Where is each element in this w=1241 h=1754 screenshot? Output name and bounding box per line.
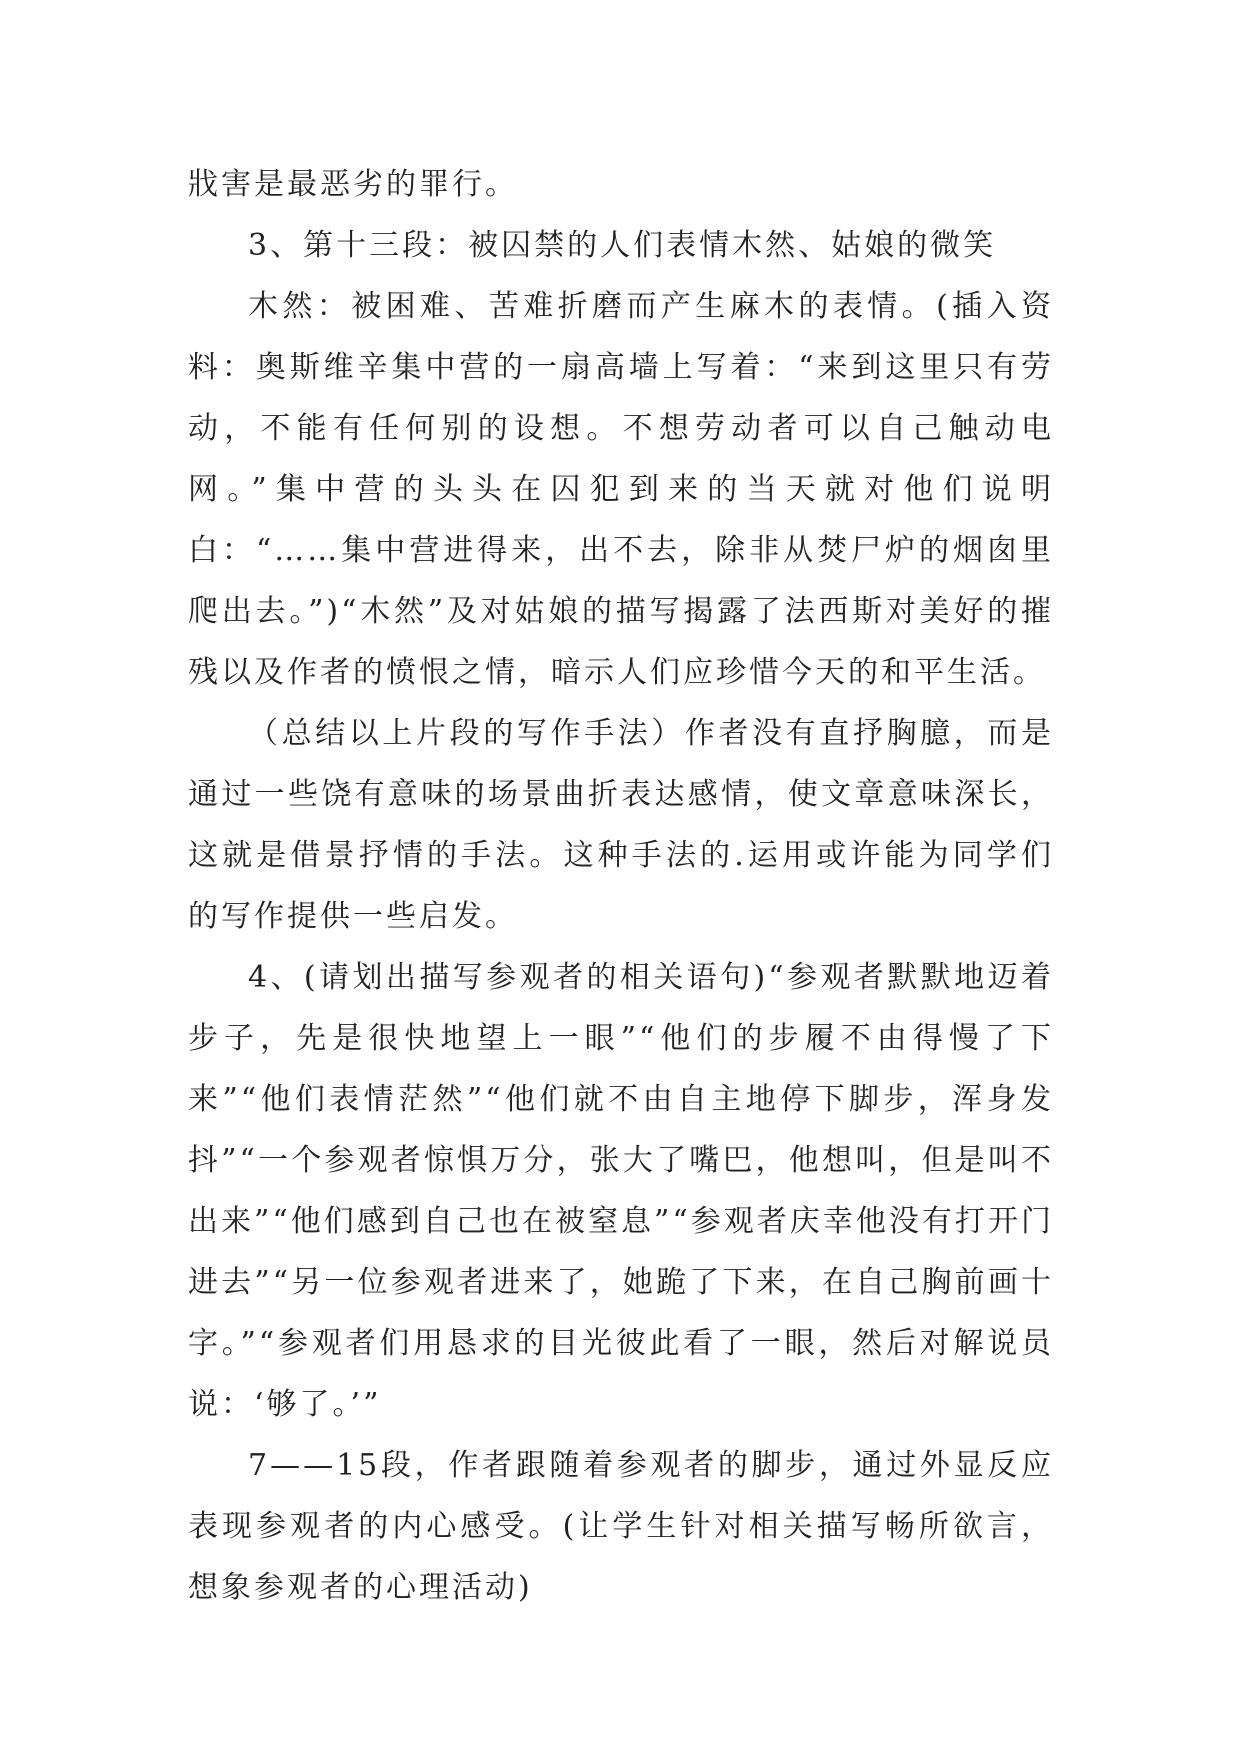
paragraph-5: 4、(请划出描写参观者的相关语句)“参观者默默地迈着步子，先是很快地望上一眼”“他们的步履不由得慢了下来”“他们表情茫然”“他们就不由自主地停下脚步，浑身发抖”“一个参观者惊惧万分，张大了嘴巴，他想叫，但是叫不出来”“他们感到自己也在被窒息”“参观者庆幸他没有打开门进去”“另一位参观者进来了，她跪了下来，在自己胸前画十字。”“参观者们用恳求的目光彼此看了一眼，然后对解说员说：‘够了。’” xyxy=(188,960,1054,1422)
paragraph-3: 木然：被困难、苦难折磨而产生麻木的表情。(插入资料：奥斯维辛集中营的一扇高墙上写着：“来到这里只有劳动，不能有任何别的设想。不想劳动者可以自己触动电网。”集中营的头头在囚犯到来的当天就对他们说明白：“……集中营进得来，出不去，除非从焚尸炉的烟囱里爬出去。”)“木然”及对姑娘的描写揭露了法西斯对美好的摧残以及作者的愤恨之情，暗示人们应珍惜今天的和平生活。 xyxy=(188,289,1054,690)
paragraph-6: 7——15段，作者跟随着参观者的脚步，通过外显反应表现参观者的内心感受。(让学生针对相关描写畅所欲言，想象参观者的心理活动) xyxy=(188,1448,1054,1605)
paragraph-2: 3、第十三段：被囚禁的人们表情木然、姑娘的微笑 xyxy=(248,228,997,263)
paragraph-1: 戕害是最恶劣的罪行。 xyxy=(188,167,518,202)
paragraph-4: （总结以上片段的写作手法）作者没有直抒胸臆，而是通过一些饶有意味的场景曲折表达感情，使文章意味深长，这就是借景抒情的手法。这种手法的.运用或许能为同学们的写作提供一些启发。 xyxy=(188,716,1054,934)
document-page xyxy=(188,154,1054,1618)
